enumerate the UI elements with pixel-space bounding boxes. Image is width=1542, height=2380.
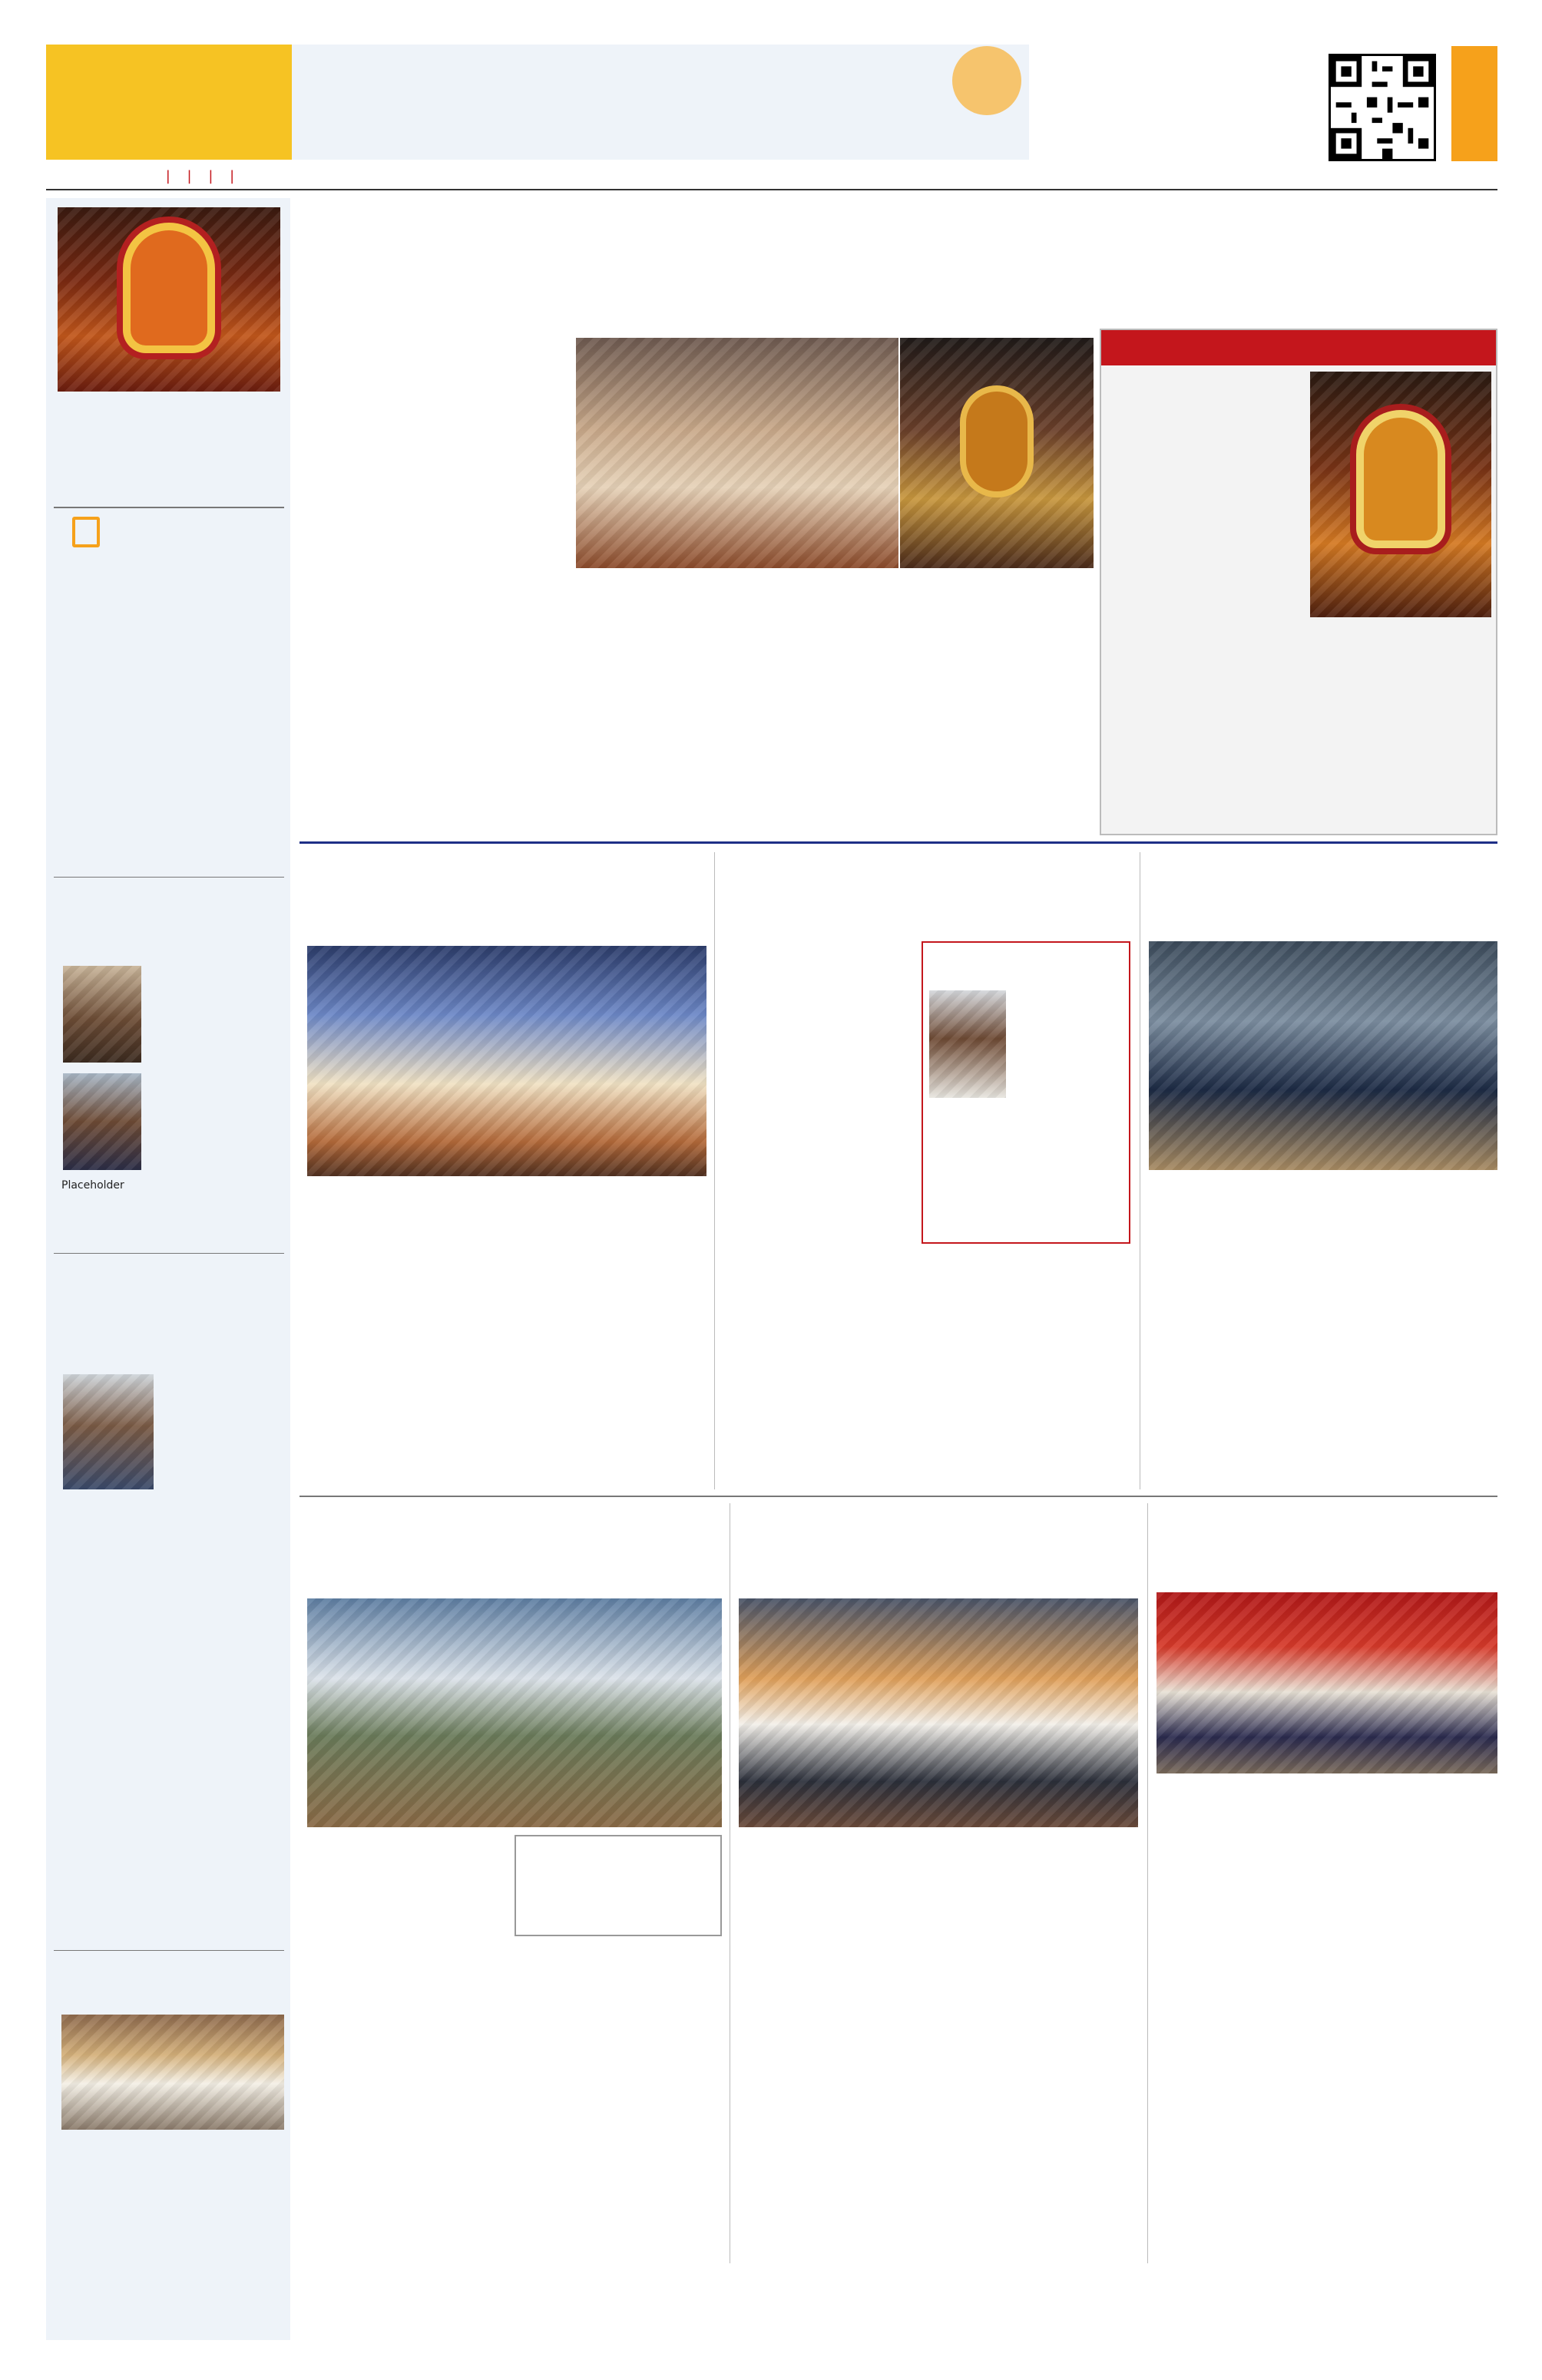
- bjp-headline-2: [739, 1548, 1138, 1591]
- qr-code-icon[interactable]: [1329, 54, 1436, 161]
- sidebar-divider: [54, 1253, 284, 1254]
- bjp-event-photo: [739, 1598, 1138, 1827]
- masthead-yellow-band: [46, 45, 292, 160]
- brief-3-body: [61, 1340, 284, 1947]
- top-story-kicker: [307, 201, 1497, 244]
- brief-1-headline: [61, 557, 284, 613]
- brief-1-body: [61, 614, 284, 875]
- ayushman-group-photo: [307, 1598, 722, 1827]
- section-divider: [299, 1496, 1497, 1497]
- student-photo-boy: [63, 1073, 141, 1170]
- bjp-headline-1: [739, 1503, 1138, 1546]
- sanatana-group-photo: [307, 946, 706, 1176]
- krishnotsava-body: [723, 943, 915, 1244]
- top-story-body-2: [307, 650, 568, 828]
- temple-altar-photo: [900, 338, 1094, 568]
- ayushman-body-1: [307, 1835, 507, 2096]
- sanatana-body-2: [511, 1182, 706, 1489]
- column-rule: [1147, 1503, 1148, 2263]
- student-photo-girl: [63, 966, 141, 1063]
- temple-priests-photo: [576, 338, 898, 568]
- sanatana-headline: [307, 852, 706, 937]
- ayushman-body-2: [307, 2119, 507, 2257]
- award-body: [1012, 990, 1126, 1236]
- bjp-body-2: [739, 2203, 931, 2257]
- kadri-deity-photo: [1310, 372, 1491, 617]
- sidebar-divider: [54, 1950, 284, 1951]
- brief-2-headline: [61, 880, 284, 935]
- orange-corner: [1451, 46, 1497, 161]
- kadri-temple-tag: [1101, 330, 1496, 365]
- book-icon: [72, 517, 100, 547]
- top-story-headline: [307, 246, 1497, 326]
- brief-4-headline: [61, 1956, 284, 2011]
- cost-box: [515, 1835, 722, 1936]
- brief-4-body: [61, 2134, 284, 2334]
- temple-deity-photo: [58, 207, 280, 392]
- masthead-title-panel: [292, 45, 1029, 160]
- sidebar-divider: [54, 507, 284, 508]
- top-story-body-3: [576, 574, 799, 829]
- section-divider: [299, 841, 1497, 844]
- ayushman-body-3: [515, 1944, 722, 2257]
- brief-3-headline: [61, 1256, 284, 1339]
- masthead-orange-disc: [952, 46, 1021, 115]
- ayushman-headline-2: [307, 1548, 722, 1591]
- bjp-body-1: [739, 1835, 931, 2180]
- mohan-alva-photo: [929, 990, 1006, 1098]
- adalat-headline: [1149, 852, 1497, 937]
- column-rule: [714, 852, 715, 1489]
- bjp-body-3: [938, 1835, 1138, 2257]
- adalat-press-photo: [1149, 941, 1497, 1170]
- top-story-body-4: [809, 596, 1094, 826]
- ayushman-headline-1: [307, 1503, 722, 1546]
- info-strip: | | | |: [46, 163, 1497, 190]
- krishnotsava-headline-1: [723, 852, 1130, 892]
- disaster-body: [1156, 1780, 1497, 2257]
- disaster-headline-2: [1156, 1548, 1497, 1585]
- temple-photo-caption: [60, 398, 278, 493]
- krishnotsava-headline-2: [723, 894, 1130, 934]
- fire-training-photo: [1156, 1592, 1497, 1773]
- kadri-temple-body: [1109, 372, 1301, 826]
- award-tag: [923, 943, 1129, 987]
- kadri-temple-caption: [1310, 623, 1491, 826]
- brief-2-body: [146, 937, 284, 1176]
- top-story-col-1: [307, 322, 568, 626]
- krishnotsava-body-2: [723, 1250, 1130, 1488]
- column-title: [63, 513, 278, 551]
- sanatana-body-1: [307, 1182, 503, 1489]
- disaster-headline-1: [1156, 1509, 1497, 1546]
- adalat-body: [1149, 1178, 1497, 1488]
- aradhana-event-photo: [61, 2015, 284, 2130]
- brief-2-body-cont: Placeholder: [61, 1179, 124, 1192]
- sidebar-divider: [54, 877, 284, 878]
